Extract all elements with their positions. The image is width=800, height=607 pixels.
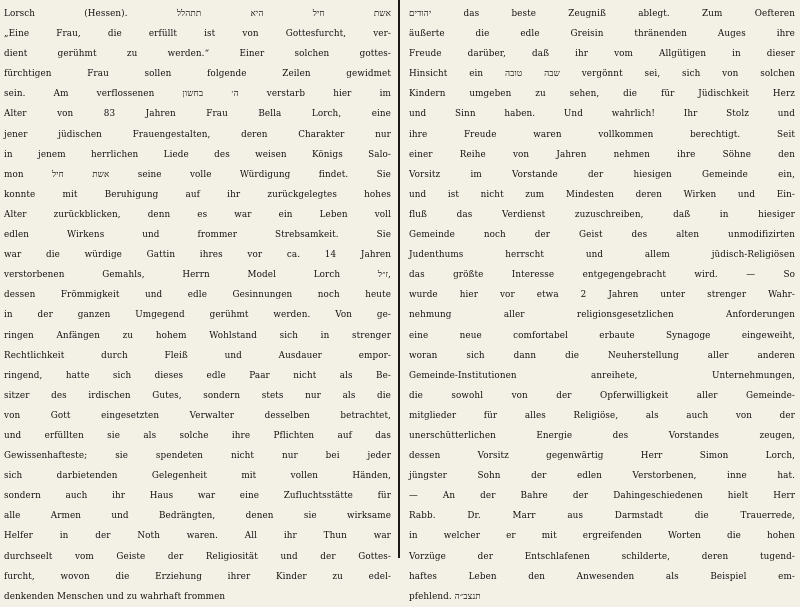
text-line: und Sinn haben. Und wahrlich! Ihr Stolz und — [409, 109, 795, 120]
text-line: denkenden Menschen und zu wahrhaft frommen — [4, 591, 226, 602]
text-line: Gemeinde noch der Geist des alten unmodifizirten — [409, 230, 795, 241]
text-line: das größte Interesse entgegengebracht wird. — So — [409, 270, 795, 281]
text-line: woran sich dann die Neuherstellung aller anderen — [409, 350, 795, 361]
text-line: einer Reihe von Jahren nehmen ihre Söhne den — [409, 149, 795, 160]
text-line: dessen Vorsitz gegenwärtig Herr Simon Lorch, — [409, 451, 795, 462]
text-line: verstorbenen Gemahls, Herrn Model Lorch ז״ל, — [4, 270, 391, 281]
text-line: sitzer des irdischen Gutes, sondern stets nur als die — [4, 390, 391, 401]
text-line: sich darbietenden Gelegenheit mit vollen Händen, — [4, 471, 391, 482]
text-line: יהודים das beste Zeugniß ablegt. Zum Oefteren — [409, 9, 795, 19]
text-line: „Eine Frau, die erfüllt ist von Gottesfurcht, ver- — [4, 29, 391, 40]
text-line: Gemeinde-Institutionen anreihete, Unternehmungen, — [409, 370, 795, 381]
text-line: Vorsitz im Vorstande der hiesigen Gemeinde ein, — [409, 169, 795, 180]
text-line: Alter von 83 Jahren Frau Bella Lorch, eine — [4, 109, 391, 120]
text-line: äußerte die edle Greisin thränenden Auges ihre — [409, 29, 795, 40]
text-line: ringen Anfängen zu hohem Wohlstand sich in strenger — [4, 330, 391, 341]
text-line: Vorzüge der Entschlafenen schilderte, deren tugend- — [409, 551, 795, 562]
article-column-left — [0, 0, 400, 602]
text-line: jener jüdischen Frauengestalten, deren Charakter nur — [4, 129, 391, 140]
column-divider — [398, 0, 400, 558]
text-line: ringend, hatte sich dieses edle Paar nicht als Be- — [4, 370, 391, 381]
text-line: die sowohl von der Opferwilligkeit aller Gemeinde- — [409, 390, 795, 401]
text-line: ihre Freude waren vollkommen berechtigt. Seit — [409, 129, 795, 140]
text-line: fluß das Verdienst zuzuschreiben, daß in hiesiger — [409, 209, 795, 220]
text-line: war die würdige Gattin ihres vor ca. 14 Jahren — [4, 250, 391, 261]
text-line: sondern auch ihr Haus war eine Zufluchtsstätte für — [4, 491, 391, 502]
text-line: Judenthums herrscht und allem jüdisch-Religiösen — [409, 250, 795, 261]
text-line: pfehlend. תנצב״ה — [409, 591, 481, 602]
article-column-right — [400, 0, 800, 602]
text-line: konnte mit Beruhigung auf ihr zurückgelegtes hohes — [4, 189, 391, 200]
text-line: durchseelt vom Geiste der Religiosität und der Gottes- — [4, 551, 391, 562]
text-line: furcht, wovon die Erziehung ihrer Kinder zu edel- — [4, 571, 391, 582]
text-line: Kindern umgeben zu sehen, die für Jüdischkeit Herz — [409, 89, 795, 100]
text-line: Freude darüber, daß ihr vom Allgütigen in dieser — [409, 49, 795, 60]
text-line: haftes Leben den Anwesenden als Beispiel em- — [409, 571, 795, 582]
text-line: eine neue comfortabel erbaute Synagoge eingeweiht, — [409, 330, 795, 341]
text-line: Helfer in der Noth waren. All ihr Thun war — [4, 531, 391, 542]
text-line: alle Armen und Bedrängten, denen sie wirksame — [4, 511, 391, 522]
text-line: von Gott eingesetzten Verwalter desselben betrachtet, — [4, 410, 391, 421]
text-line: Rechtlichkeit durch Fleiß und Ausdauer empor- — [4, 350, 391, 361]
text-line: Alter zurückblicken, denn es war ein Leben voll — [4, 209, 391, 220]
text-line: mon אשת חיל seine volle Würdigung findet. Sie — [4, 169, 391, 180]
text-line: jüngster Sohn der edlen Verstorbenen, inne hat. — [409, 471, 795, 482]
text-line: sein. Am verflossenen ה׳ בחשון verstarb hier im — [4, 89, 391, 100]
text-line: nehmung aller religionsgesetzlichen Anforderungen — [409, 310, 795, 321]
text-line: Rabb. Dr. Marr aus Darmstadt die Trauerrede, — [409, 511, 795, 522]
text-line: in welcher er mit ergreifenden Worten die hohen — [409, 531, 795, 542]
text-line: und ist nicht zum Mindesten deren Wirken und Ein- — [409, 189, 795, 200]
text-line: unerschütterlichen Energie des Vorstandes zeugen, — [409, 430, 795, 441]
text-line: Hinsicht ein שבה טובה vergönnt sei, sich von solchen — [409, 69, 795, 80]
text-line: — An der Bahre der Dahingeschiedenen hielt Herr — [409, 491, 795, 502]
text-line: wurde hier vor etwa 2 Jahren unter strenger Wahr- — [409, 290, 795, 301]
text-line: mitglieder für alles Religiöse, als auch von der — [409, 410, 795, 421]
text-line: in der ganzen Umgegend gerühmt werden. Von ge- — [4, 310, 391, 321]
text-line: und erfüllten sie als solche ihre Pflichten auf das — [4, 430, 391, 441]
text-line: Lorsch (Hessen). אשת חיל היא תתהלל — [4, 9, 391, 19]
text-line: dient gerühmt zu werden.“ Einer solchen gottes- — [4, 49, 391, 60]
text-line: edlen Wirkens und frommer Strebsamkeit. Sie — [4, 230, 391, 241]
text-line: dessen Frömmigkeit und edle Gesinnungen noch heute — [4, 290, 391, 301]
text-line: in jenem herrlichen Liede des weisen Königs Salo- — [4, 149, 391, 160]
text-line: Gewissenhafteste; sie spendeten nicht nur bei jeder — [4, 451, 391, 462]
text-line: fürchtigen Frau sollen folgende Zeilen gewidmet — [4, 69, 391, 80]
